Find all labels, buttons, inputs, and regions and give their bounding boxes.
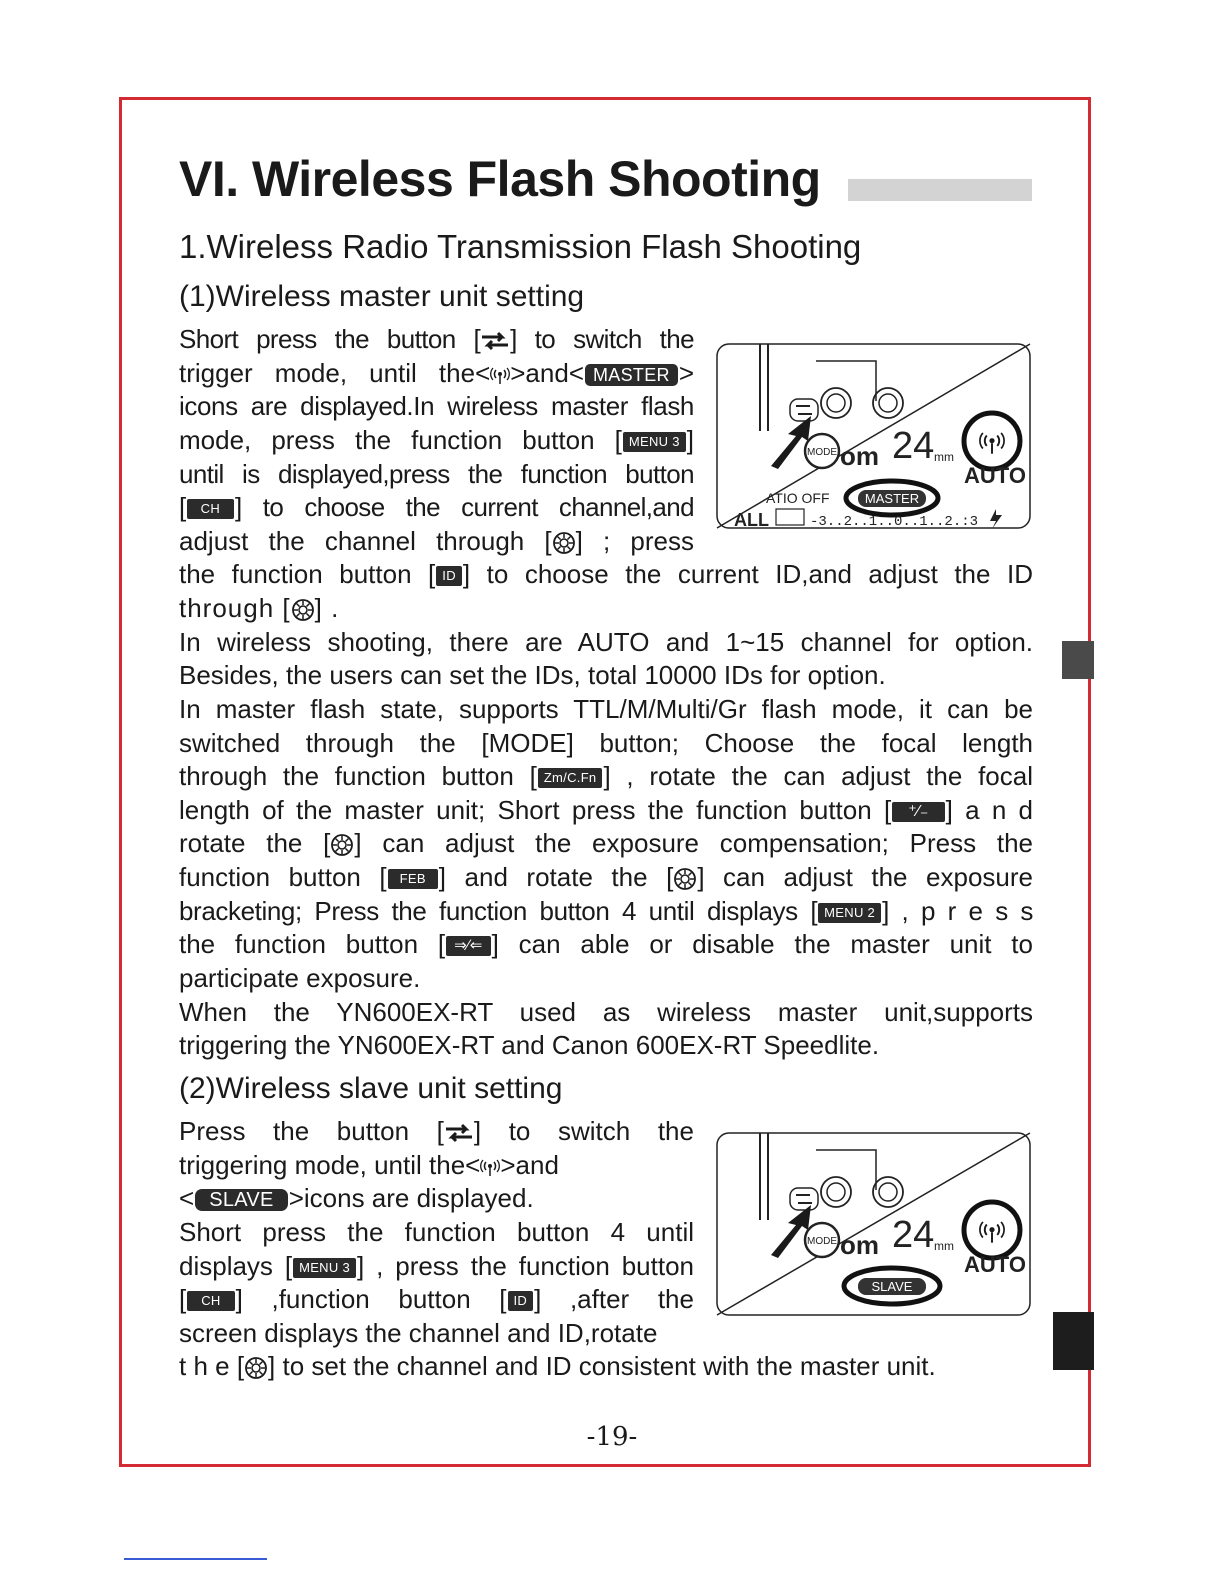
menu3-badge: MENU 3 — [623, 432, 686, 452]
slave-line-4: Short press the function button 4 until — [179, 1217, 694, 1247]
master-line-11: Besides, the users can set the IDs, total 10000 IDs for option. — [179, 660, 886, 690]
trigger-switch-icon — [444, 1123, 474, 1143]
master-toggle-badge: ⇒∕⇐ — [446, 936, 491, 956]
lcd-mode-label: MODE — [807, 447, 837, 458]
master-line-2: trigger mode, until the< >and< MASTER > — [179, 358, 694, 388]
lcd-focal-length: 24 — [892, 1214, 935, 1256]
section-heading: 1.Wireless Radio Transmission Flash Shooting — [179, 228, 862, 265]
master-line-1: Short press the button [ ] to switch the — [179, 324, 695, 354]
lcd-auto-label: AUTO — [964, 1252, 1026, 1277]
dial-icon — [552, 531, 576, 555]
master-line-20: participate exposure. — [179, 963, 421, 993]
id-badge: ID — [508, 1291, 534, 1311]
zm-cfn-badge: Zm/C.Fn — [538, 768, 603, 788]
master-line-6: [ CH ] to choose the current channel,and — [179, 492, 694, 522]
master-line-3: icons are displayed.In wireless master flash — [179, 391, 694, 421]
lcd-ratio-label: ATIO OFF — [766, 490, 830, 506]
trigger-switch-icon — [480, 331, 510, 351]
menu2-badge: MENU 2 — [818, 903, 881, 923]
lcd-slave-label: SLAVE — [871, 1279, 913, 1294]
dial-icon — [673, 867, 697, 891]
slave-lcd-illustration — [716, 1130, 1034, 1318]
ch-badge: CH — [187, 499, 234, 519]
lcd-zoom-fragment: om — [840, 1230, 879, 1260]
master-line-7: adjust the channel through [ ] ; press — [179, 526, 694, 556]
master-badge: MASTER — [585, 364, 678, 386]
slave-line-6: [ CH ] ,function button [ ID ] ,after the — [179, 1284, 694, 1314]
master-line-4: mode, press the function button [ MENU 3 ] — [179, 425, 694, 455]
side-tab-marker — [1062, 641, 1094, 679]
slave-line-1: Press the button [ ] to switch the — [179, 1116, 694, 1146]
master-line-5: until is displayed,press the function button — [179, 459, 694, 489]
lcd-mode-label: MODE — [807, 1236, 837, 1247]
master-line-19: the function button [ ⇒∕⇐ ] can able or disable the master unit to — [179, 929, 1033, 959]
id-badge: ID — [436, 566, 462, 586]
lcd-focal-unit: mm — [934, 450, 954, 464]
menu3-badge: MENU 3 — [293, 1258, 356, 1278]
page-number: -19- — [586, 1422, 638, 1452]
master-line-12: In master flash state, supports TTL/M/Multi/Gr flash mode, it can be — [179, 694, 1033, 724]
master-lcd-illustration — [716, 341, 1034, 531]
dial-icon — [291, 598, 315, 622]
lcd-focal-length: 24 — [892, 425, 935, 467]
master-line-16: rotate the [ ] can adjust the exposure compensation; Press the — [179, 828, 1033, 858]
title-decoration-bar — [848, 179, 1032, 201]
master-heading: (1)Wireless master unit setting — [179, 280, 585, 313]
slave-heading: (2)Wireless slave unit setting — [179, 1072, 563, 1105]
slave-badge: SLAVE — [195, 1189, 288, 1211]
page-title: VI. Wireless Flash Shooting — [179, 151, 821, 207]
master-line-10: In wireless shooting, there are AUTO and 1~15 channel for option. — [179, 627, 1033, 657]
lcd-all-label: ALL — [734, 510, 769, 530]
lcd-master-label: MASTER — [864, 491, 920, 506]
dial-icon — [330, 833, 354, 857]
master-line-22: triggering the YN600EX-RT and Canon 600EX-RT Speedlite. — [179, 1030, 880, 1060]
ch-badge: CH — [187, 1291, 234, 1311]
slave-line-3: < SLAVE >icons are displayed. — [179, 1183, 534, 1213]
lcd-zoom-fragment: om — [840, 441, 879, 471]
slave-line-5: displays [ MENU 3 ] , press the function button — [179, 1251, 694, 1281]
lcd-focal-unit: mm — [934, 1239, 954, 1253]
master-line-17: function button [ FEB ] and rotate the [ ] can adjust the exposure — [179, 862, 1033, 892]
side-tab-marker — [1053, 1312, 1094, 1370]
radio-icon — [480, 1157, 500, 1177]
master-line-14: through the function button [ Zm/C.Fn ] , rotate the can adjust the focal — [179, 761, 1033, 791]
slave-line-7: screen displays the channel and ID,rotate — [179, 1318, 658, 1348]
master-line-21: When the YN600EX-RT used as wireless master unit,supports — [179, 997, 1033, 1027]
feb-badge: FEB — [388, 869, 438, 889]
lcd-auto-label: AUTO — [964, 463, 1026, 488]
lcd-flash-icon — [990, 509, 1002, 529]
lcd-exposure-scale: -3..2..1..0..1..2.:3 — [810, 514, 979, 530]
master-line-8: the function button [ ID ] to choose the current ID,and adjust the ID — [179, 559, 1033, 589]
slave-line-8: t h e [ ] to set the channel and ID consistent with the master unit. — [179, 1351, 936, 1381]
footer-rule — [124, 1558, 267, 1560]
radio-icon — [490, 365, 510, 385]
dial-icon — [244, 1356, 268, 1380]
master-line-18: bracketing; Press the function button 4 until displays [ MENU 2 ] , p r e s s — [179, 896, 1034, 926]
master-line-15: length of the master unit; Short press the function button [ ⁺∕₋ ] a n d — [179, 795, 1033, 825]
slave-line-2: triggering mode, until the< >and — [179, 1150, 559, 1180]
master-line-9: through [ ] . — [179, 593, 340, 623]
master-line-13: switched through the [MODE] button; Choose the focal length — [179, 728, 1033, 758]
exposure-comp-badge: ⁺∕₋ — [892, 802, 944, 822]
